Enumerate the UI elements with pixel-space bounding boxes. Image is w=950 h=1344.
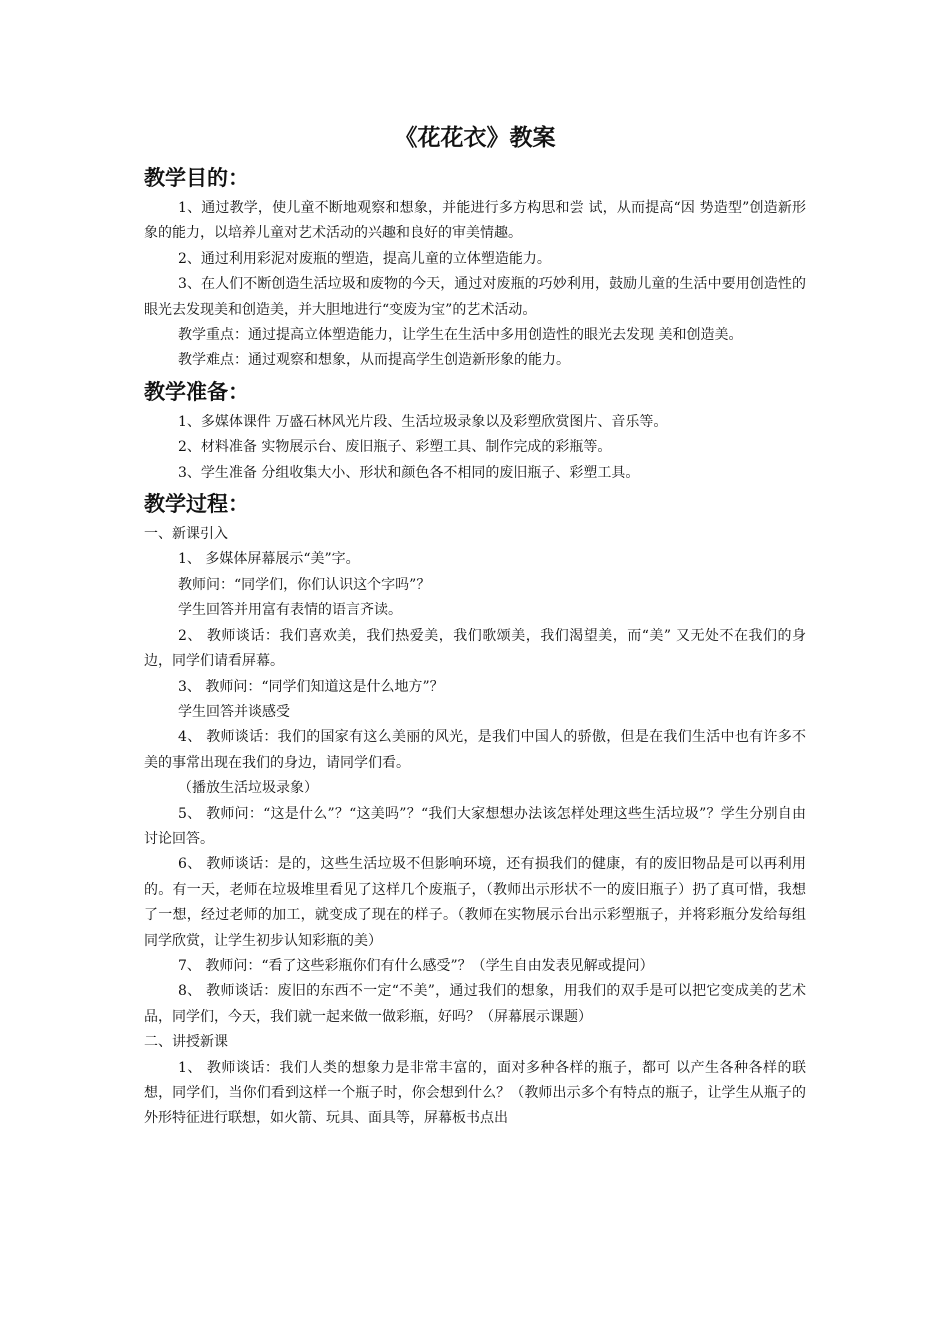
goals-paragraph: 1、通过教学，使儿童不断地观察和想象，并能进行多方构思和尝 试，从而提高“因 势造型”创造新形象的能力，以培养儿童对艺术活动的兴趣和良好的审美情趣。 [144, 200, 806, 242]
prep-paragraph: 1、多媒体课件 万盛石林风光片段、生活垃圾录象以及彩塑欣赏图片、音乐等。 [178, 413, 668, 430]
part2-title: 二、讲授新课 [144, 1034, 228, 1051]
process-paragraph: 5、 教师问：“这是什么”？“这美吗”？“我们大家想想办法该怎样处理这些生活垃圾”？学生分别自由讨论回答。 [144, 805, 806, 847]
part1-title: 一、新课引入 [144, 526, 228, 543]
goals-heading: 教学目的： [144, 166, 249, 190]
prep-heading: 教学准备： [144, 379, 249, 404]
document-title: 《花花衣》教案 [394, 125, 556, 151]
process-paragraph: 8、 教师谈话：废旧的东西不一定“不美”，通过我们的想象，用我们的双手是可以把它变成美的艺术品，同学们，今天，我们就一起来做一做彩瓶，好吗？（屏幕展示课题） [144, 983, 806, 1025]
key-point-paragraph: 教学重点：通过提高立体塑造能力，让学生在生活中多用创造性的眼光去发现 美和创造美。 [178, 327, 743, 344]
process-paragraph: 7、 教师问：“看了这些彩瓶你们有什么感受”？（学生自由发表见解或提问） [178, 957, 654, 974]
goals-paragraph: 3、在人们不断创造生活垃圾和废物的今天，通过对废瓶的巧妙利用，鼓励儿童的生活中要用创造性的眼光去发现美和创造美，并大胆地进行“变废为宝”的艺术活动。 [144, 276, 806, 318]
process-paragraph: 3、 教师问：“同学们知道这是什么地方”？ [178, 678, 444, 695]
process-paragraph: 6、 教师谈话：是的，这些生活垃圾不但影响环境，还有损我们的健康，有的废旧物品是可以再利用的。有一天，老师在垃圾堆里看见了这样几个废瓶子，（教师出示形状不一的废旧瓶子）扔了真可惜，我想了一想，经过老师的加工，就变成了现在的样子。（教师在实物展示台出示彩塑瓶子，并将彩瓶分发给每组同学欣赏，让学生初步认知彩瓶的美） [144, 856, 806, 949]
process-paragraph: 1、 教师谈话：我们人类的想象力是非常丰富的，面对多种各样的瓶子，都可 以产生各种各样的联想，同学们，当你们看到这样一个瓶子时，你会想到什么？（教师出示多个有特点的瓶子，让学生从瓶子的外形特征进行联想，如火箭、玩具、面具等，屏幕板书点出 [144, 1059, 806, 1127]
process-paragraph: 2、 教师谈话：我们喜欢美，我们热爱美，我们歌颂美，我们渴望美，而“美” 又无处不在我们的身边，同学们请看屏幕。 [144, 627, 806, 670]
difficulty-paragraph: 教学难点：通过观察和想象，从而提高学生创造新形象的能力。 [178, 352, 570, 369]
process-paragraph: （播放生活垃圾录象） [178, 780, 318, 797]
process-paragraph: 4、 教师谈话：我们的国家有这么美丽的风光，是我们中国人的骄傲，但是在我们生活中也有许多不美的事常出现在我们的身边，请同学们看。 [144, 729, 806, 771]
process-paragraph: 学生回答并谈感受 [178, 703, 290, 720]
goals-paragraph: 2、通过利用彩泥对废瓶的塑造，提高儿童的立体塑造能力。 [178, 250, 551, 267]
document-page [144, 118, 806, 1132]
prep-paragraph: 3、学生准备 分组收集大小、形状和颜色各不相同的废旧瓶子、彩塑工具。 [178, 464, 640, 481]
process-paragraph: 教师问：“同学们，你们认识这个字吗”？ [178, 576, 431, 593]
process-heading: 教学过程： [144, 492, 249, 517]
prep-paragraph: 2、材料准备 实物展示台、废旧瓶子、彩塑工具、制作完成的彩瓶等。 [178, 439, 612, 456]
process-paragraph: 学生回答并用富有表情的语言齐读。 [178, 602, 402, 619]
process-paragraph: 1、 多媒体屏幕展示“美”字。 [178, 551, 360, 568]
